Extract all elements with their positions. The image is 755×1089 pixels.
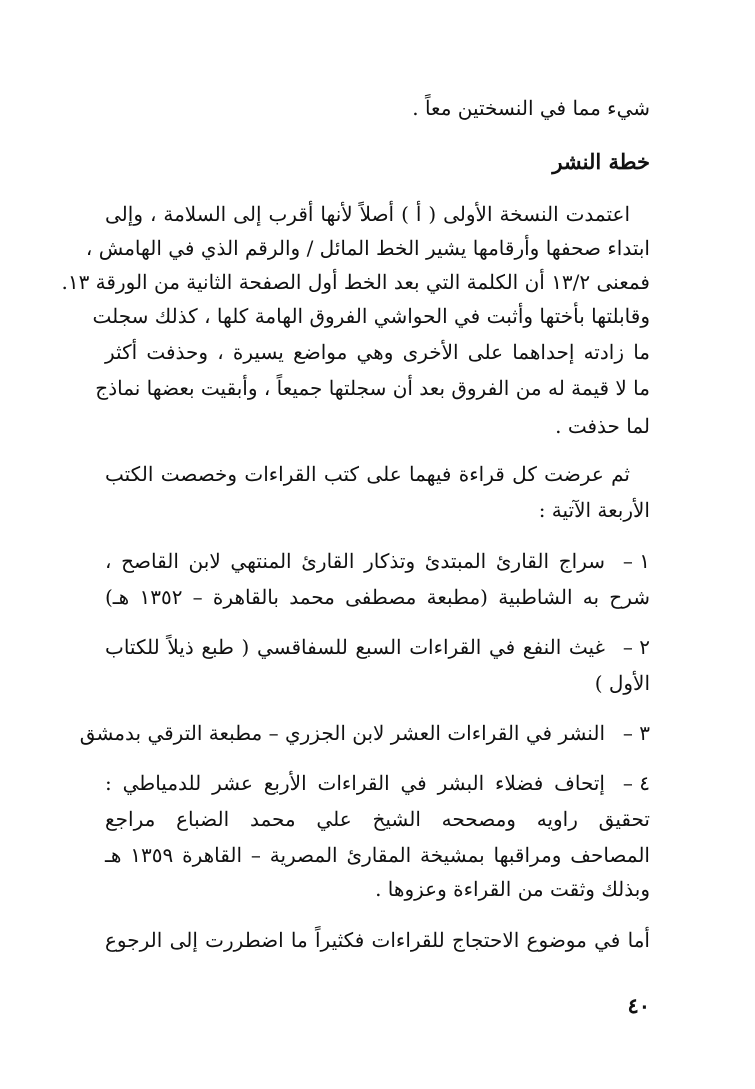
list-item-number: ٤ – <box>622 771 650 795</box>
list-item-line: شرح به الشاطبية (مطبعة مصطفى محمد بالقاهرة – ١٣٥٢ هـ) <box>105 585 650 609</box>
list-item-line: إتحاف فضلاء البشر في القراءات الأربع عشر للدمياطي : <box>105 771 605 795</box>
paragraph-1-line: ما زادته إحداهما على الأخرى وهي مواضع يسيرة ، وحذفت أكثر <box>105 340 650 364</box>
list-item-line: الأول ) <box>594 671 650 695</box>
page-number: ٤٠ <box>627 993 650 1018</box>
list-item-line: غيث النفع في القراءات السبع للسفاقسي ( طبع ذيلاً للكتاب <box>105 635 605 659</box>
list-item-line: وبذلك وثقت من القراءة وعزوها . <box>375 877 650 901</box>
intro-line: شيء مما في النسختين معاً . <box>412 96 650 120</box>
paragraph-1-line: وقابلتها بأختها وأثبت في الحواشي الفروق الهامة كلها ، كذلك سجلت <box>92 304 650 328</box>
paragraph-2-line: الأربعة الآتية : <box>538 498 650 522</box>
paragraph-1-line: ما لا قيمة له من الفروق بعد أن سجلتها جميعاً ، وأبقيت بعضها نماذج <box>95 376 650 400</box>
paragraph-2-line: ثم عرضت كل قراءة فيهما على كتب القراءات وخصصت الكتب <box>105 462 630 486</box>
list-item-line: سراج القارئ المبتدئ وتذكار القارئ المنتهي لابن القاصح ، <box>105 549 605 573</box>
list-item-line: النشر في القراءات العشر لابن الجزري – مطبعة الترقي بدمشق <box>79 721 605 745</box>
paragraph-1-line: اعتمدت النسخة الأولى ( أ ) أصلاً لأنها أقرب إلى السلامة ، وإلى <box>105 202 630 226</box>
list-item-number: ٢ – <box>622 635 650 659</box>
section-heading: خطة النشر <box>552 149 650 174</box>
list-item-line: تحقيق راويه ومصححه الشيخ علي محمد الضباع مراجع <box>105 807 650 831</box>
list-item-number: ٣ – <box>622 721 650 745</box>
list-item-number: ١ – <box>622 549 650 573</box>
closing-line: أما في موضوع الاحتجاج للقراءات فكثيراً ما اضطررت إلى الرجوع <box>105 928 650 952</box>
paragraph-1-line: ابتداء صحفها وأرقامها يشير الخط المائل / والرقم الذي في الهامش ، <box>85 236 650 260</box>
paragraph-1-line: لما حذفت . <box>555 414 650 438</box>
paragraph-1-line: فمعنى ١٣/٢ أن الكلمة التي بعد الخط أول الصفحة الثانية من الورقة ١٣. <box>61 270 650 294</box>
list-item-line: المصاحف ومراقبها بمشيخة المقارئ المصرية – القاهرة ١٣٥٩ هـ <box>105 843 650 867</box>
